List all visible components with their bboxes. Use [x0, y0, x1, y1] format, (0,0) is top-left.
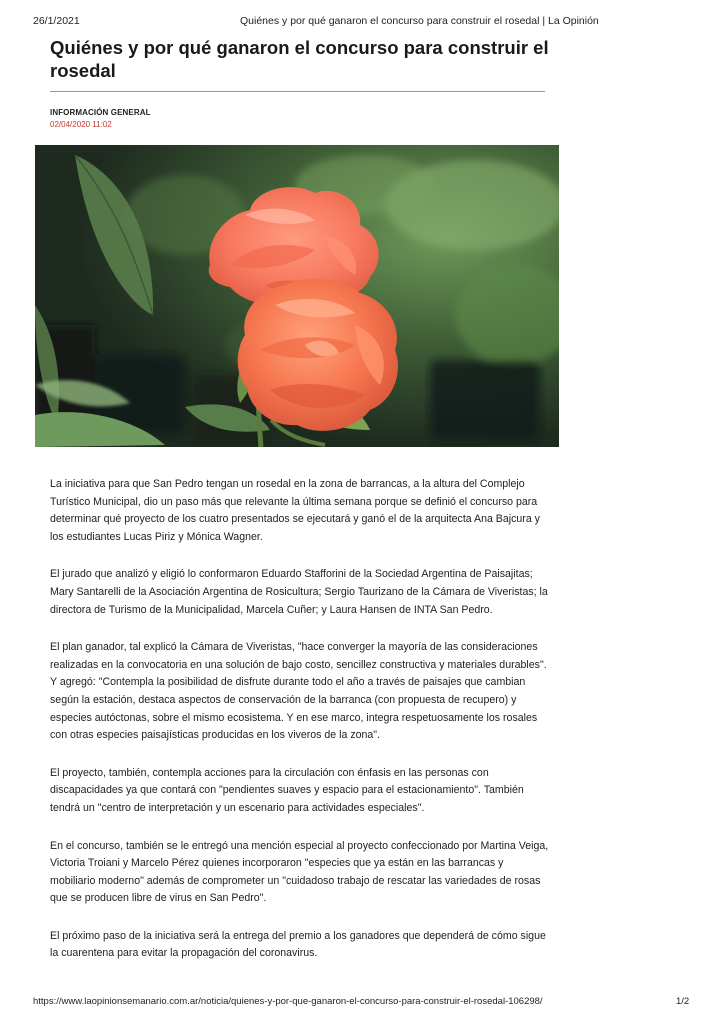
- article-photo-roses: [35, 145, 559, 447]
- article-headline: Quiénes y por qué ganaron el concurso para construir el rosedal: [50, 37, 549, 81]
- article-paragraph: El próximo paso de la iniciativa será la entrega del premio a los ganadores que dependerá de cómo sigue la cuarentena para evitar la propagación del coronavirus.: [50, 929, 546, 960]
- page-number: 1/2: [676, 996, 690, 1007]
- article-paragraph: El jurado que analizó y eligió lo conformaron Eduardo Stafforini de la Sociedad Argentina de Paisajitas; Mary Santarelli de la Asociación Argentina de Rosicultura; Sergio Taurizano de la Cámara de Viveristas; la directora de Turismo de la Municipalidad, Marcela Cuñer; y Laura Hansen de INTA San Pedro.: [50, 568, 548, 616]
- article-paragraph: El plan ganador, tal explicó la Cámara de Viveristas, "hace converger la mayoría de las consideraciones realizadas en la convocatoria en una solución de bajo costo, sencillez constructiva y materiales durables". Y agregó: "Contempla la posibilidad de disfrute durante todo el año a través de paisajes que cambian según la estación, destaca aspectos de conservación de la barranca (con propuesta de recupero) y especies autóctonas, sobre el mismo ecosistema. Y en ese marco, integra respetuosamente los rosales con otras especies paisajísticas producidas en los viveros de la zona".: [50, 641, 547, 742]
- article-paragraph: En el concurso, también se le entregó una mención especial al proyecto confeccionado por Martina Veiga, Victoria Troiani y Marcelo Pérez quienes incorporaron "especies que ya están en las barrancas y mobiliario moderno" además de comprometer un "cuidadoso trabajo de rescatar las variedades de rosas que se producen libre de virus en San Pedro".: [50, 839, 549, 905]
- article-paragraph: La iniciativa para que San Pedro tengan un rosedal en la zona de barrancas, a la altura del Complejo Turístico Municipal, dio un paso más que relevante la última semana porque se definió el concurso para determinar qué proyecto de los cuatro presentados se ejecutará y ganó el de la arquitecta Ana Bajcura y los estudiantes Lucas Piriz y Mónica Wagner.: [50, 478, 540, 543]
- source-url: https://www.laopinionsemanario.com.ar/noticia/quienes-y-por-que-ganaron-el-concurso-para-construir-el-rosedal-106298/: [33, 996, 543, 1007]
- section-label[interactable]: INFORMACIÓN GENERAL: [50, 108, 151, 117]
- publish-timestamp: 02/04/2020 11:02: [50, 120, 112, 129]
- print-date: 26/1/2021: [33, 15, 80, 27]
- article-body: [50, 476, 550, 983]
- title-divider: [50, 91, 545, 92]
- print-page-title: Quiénes y por qué ganaron el concurso para construir el rosedal | La Opinión: [240, 15, 599, 27]
- article-paragraph: El proyecto, también, contempla acciones para la circulación con énfasis en las personas con discapacidades ya que contará con "pendientes suaves y espacio para el estacionamiento". También tendrá un "centro de interpretación y un escenario para actividades especiales".: [50, 766, 524, 814]
